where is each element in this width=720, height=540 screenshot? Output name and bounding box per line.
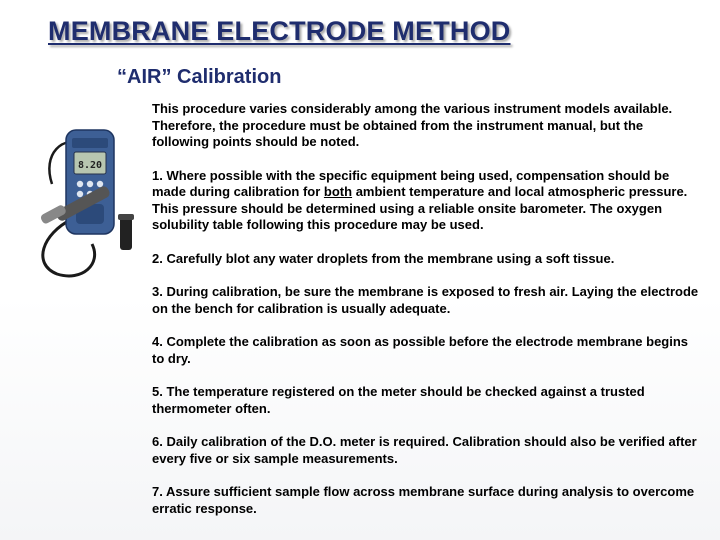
step-3: 3. During calibration, be sure the membrane is exposed to fresh air. Laying the electrode on the bench for calibration is usually adequate. xyxy=(152,284,699,316)
step-2: 2. Carefully blot any water droplets from the membrane using a soft tissue. xyxy=(152,250,615,266)
step-5: 5. The temperature registered on the meter should be checked against a trusted thermometer often. xyxy=(152,384,645,416)
step-1-text-b: ambient temperature and local atmospheric pressure. This pressure should be determined using a reliable onsite barometer. The oxygen solubility table following this procedure may be used. xyxy=(152,184,688,232)
meter-display-value: 8.20 xyxy=(77,160,103,171)
slide-subtitle: “AIR” Calibration xyxy=(117,66,282,88)
step-4: 4. Complete the calibration as soon as possible before the electrode membrane begins to dry. xyxy=(152,334,689,366)
step-7: 7. Assure sufficient sample flow across membrane surface during analysis to overcome erratic response. xyxy=(152,484,695,516)
step-1 xyxy=(152,168,700,234)
step-6: 6. Daily calibration of the D.O. meter is required. Calibration should also be verified after every five or six sample measurements. xyxy=(152,434,697,466)
slide-title: MEMBRANE ELECTRODE METHOD xyxy=(48,16,511,46)
procedure-text xyxy=(152,101,700,517)
intro-paragraph: This procedure varies considerably among the various instrument models available. Therefore, the procedure must be obtained from the instrument manual, but the following points should be noted. xyxy=(152,101,673,149)
do-meter-image xyxy=(32,124,142,284)
step-1-text-a: 1. Where possible with the specific equipment being used, compensation should be made during calibration for xyxy=(152,167,670,199)
step-1-emphasis: both xyxy=(323,184,353,199)
